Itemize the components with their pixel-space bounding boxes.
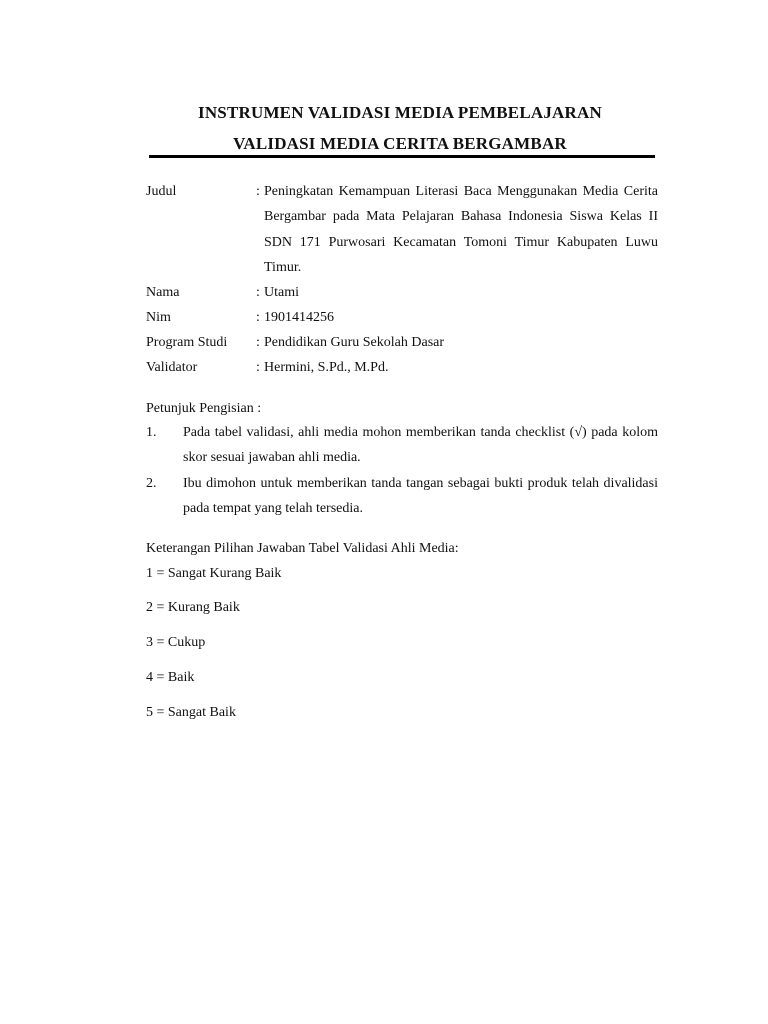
petunjuk-heading: Petunjuk Pengisian : bbox=[146, 401, 262, 416]
field-program-studi-value: Pendidikan Guru Sekolah Dasar bbox=[264, 335, 445, 350]
field-validator-label: Validator bbox=[146, 360, 198, 375]
field-program-studi-label: Program Studi bbox=[146, 335, 228, 350]
field-nama-value: Utami bbox=[264, 285, 299, 300]
document-subtitle: VALIDASI MEDIA CERITA BERGAMBAR bbox=[233, 134, 567, 153]
field-nim-colon: : bbox=[256, 310, 260, 325]
keterangan-heading: Keterangan Pilihan Jawaban Tabel Validasi Ahli Media: bbox=[146, 541, 459, 556]
field-program-studi-colon: : bbox=[256, 335, 260, 350]
field-judul-colon: : bbox=[256, 184, 260, 199]
document-title: INSTRUMEN VALIDASI MEDIA PEMBELAJARAN bbox=[198, 103, 602, 122]
scale-item: 3 = Cukup bbox=[146, 635, 206, 650]
field-judul-value: Peningkatan Kemampuan Literasi Baca Menggunakan Media Cerita Bergambar pada Mata Pelajaran Bahasa Indonesia Siswa Kelas II SDN 171 Purwosari Kecamatan Tomoni Timur Kabupaten Luwu Timur. bbox=[264, 184, 658, 276]
scale-item: 5 = Sangat Baik bbox=[146, 705, 236, 720]
petunjuk-item-text: Pada tabel validasi, ahli media mohon memberikan tanda checklist (√) pada kolom skor sesuai jawaban ahli media. bbox=[183, 425, 658, 466]
scale-item: 2 = Kurang Baik bbox=[146, 600, 240, 615]
field-nim-label: Nim bbox=[146, 310, 171, 325]
field-validator-value: Hermini, S.Pd., M.Pd. bbox=[264, 360, 389, 375]
field-nim-value: 1901414256 bbox=[264, 310, 334, 325]
field-nama-label: Nama bbox=[146, 285, 180, 300]
petunjuk-item-text: Ibu dimohon untuk memberikan tanda tangan sebagai bukti produk telah divalidasi pada tempat yang telah tersedia. bbox=[183, 476, 658, 517]
field-validator-colon: : bbox=[256, 360, 260, 375]
petunjuk-item-number: 1. bbox=[146, 425, 157, 440]
field-judul-label: Judul bbox=[146, 184, 177, 199]
scale-item: 4 = Baik bbox=[146, 670, 195, 685]
field-nama-colon: : bbox=[256, 285, 260, 300]
petunjuk-item-number: 2. bbox=[146, 476, 157, 491]
title-underline bbox=[149, 155, 655, 158]
scale-item: 1 = Sangat Kurang Baik bbox=[146, 566, 282, 581]
